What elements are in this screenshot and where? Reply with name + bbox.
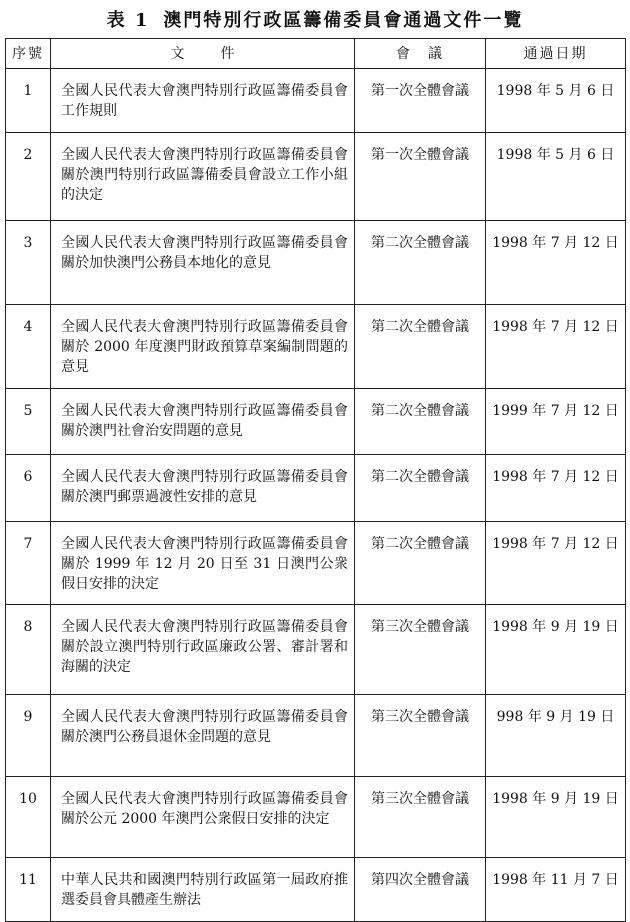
row-document: 全國人民代表大會澳門特別行政區籌備委員會關於澳門社會治安問題的意見 bbox=[51, 389, 355, 455]
row-number: 6 bbox=[6, 455, 51, 522]
table-row bbox=[6, 305, 626, 389]
table-row bbox=[6, 522, 626, 605]
table-row bbox=[6, 777, 626, 858]
row-document: 全國人民代表大會澳門特別行政區籌備委員會關於澳門特別行政區籌備委員會設立工作小組的決定 bbox=[51, 133, 355, 221]
row-date: 1999 年 7 月 12 日 bbox=[486, 389, 626, 455]
row-number: 1 bbox=[6, 69, 51, 133]
header-no: 序號 bbox=[6, 39, 51, 69]
documents-table bbox=[5, 38, 626, 922]
row-date: 1998 年 9 月 19 日 bbox=[486, 777, 626, 858]
table-row bbox=[6, 221, 626, 305]
table-title-text: 澳門特別行政區籌備委員會通過文件一覽 bbox=[163, 10, 524, 31]
row-document: 全國人民代表大會澳門特別行政區籌備委員會關於 2000 年度澳門財政預算草案編制問題的意見 bbox=[51, 305, 355, 389]
header-row bbox=[6, 39, 626, 69]
row-number: 9 bbox=[6, 695, 51, 777]
row-number: 3 bbox=[6, 221, 51, 305]
row-number: 7 bbox=[6, 522, 51, 605]
row-number: 2 bbox=[6, 133, 51, 221]
header-document-part1: 文 bbox=[170, 45, 185, 62]
row-document: 全國人民代表大會澳門特別行政區籌備委員會關於公元 2000 年澳門公衆假日安排的決定 bbox=[51, 777, 355, 858]
row-number: 4 bbox=[6, 305, 51, 389]
row-document: 全國人民代表大會澳門特別行政區籌備委員會關於設立澳門特別行政區廉政公署、審計署和海關的決定 bbox=[51, 605, 355, 695]
header-document bbox=[51, 39, 355, 69]
row-number: 10 bbox=[6, 777, 51, 858]
table-row bbox=[6, 455, 626, 522]
header-meeting: 會 議 bbox=[355, 39, 486, 69]
row-number: 5 bbox=[6, 389, 51, 455]
row-document: 中華人民共和國澳門特別行政區第一屆政府推選委員會具體產生辦法 bbox=[51, 858, 355, 922]
row-date: 1998 年 7 月 12 日 bbox=[486, 221, 626, 305]
row-meeting: 第三次全體會議 bbox=[355, 777, 486, 858]
row-meeting: 第二次全體會議 bbox=[355, 221, 486, 305]
row-meeting: 第二次全體會議 bbox=[355, 305, 486, 389]
table-row bbox=[6, 858, 626, 922]
table-title bbox=[0, 6, 630, 32]
row-date: 1998 年 7 月 12 日 bbox=[486, 305, 626, 389]
row-meeting: 第一次全體會議 bbox=[355, 133, 486, 221]
row-date: 1998 年 5 月 6 日 bbox=[486, 69, 626, 133]
header-date: 通過日期 bbox=[486, 39, 626, 69]
row-meeting: 第三次全體會議 bbox=[355, 605, 486, 695]
table-row bbox=[6, 695, 626, 777]
row-number: 11 bbox=[6, 858, 51, 922]
row-date: 1998 年 7 月 12 日 bbox=[486, 522, 626, 605]
row-document: 全國人民代表大會澳門特別行政區籌備委員會關於澳門公務員退休金問題的意見 bbox=[51, 695, 355, 777]
row-date: 1998 年 11 月 7 日 bbox=[486, 858, 626, 922]
row-meeting: 第一次全體會議 bbox=[355, 69, 486, 133]
table-number: 表 1 bbox=[106, 10, 150, 31]
row-date: 1998 年 5 月 6 日 bbox=[486, 133, 626, 221]
row-document: 全國人民代表大會澳門特別行政區籌備委員會關於加快澳門公務員本地化的意見 bbox=[51, 221, 355, 305]
row-date: 1998 年 9 月 19 日 bbox=[486, 605, 626, 695]
row-document: 全國人民代表大會澳門特別行政區籌備委員會工作規則 bbox=[51, 69, 355, 133]
row-date: 998 年 9 月 19 日 bbox=[486, 695, 626, 777]
header-document-part2: 件 bbox=[220, 45, 235, 62]
table-row bbox=[6, 389, 626, 455]
table-row bbox=[6, 605, 626, 695]
table-row bbox=[6, 133, 626, 221]
row-meeting: 第三次全體會議 bbox=[355, 695, 486, 777]
row-meeting: 第四次全體會議 bbox=[355, 858, 486, 922]
row-number: 8 bbox=[6, 605, 51, 695]
row-document: 全國人民代表大會澳門特別行政區籌備委員會關於澳門郵票過渡性安排的意見 bbox=[51, 455, 355, 522]
row-date: 1998 年 7 月 12 日 bbox=[486, 455, 626, 522]
row-meeting: 第二次全體會議 bbox=[355, 389, 486, 455]
row-meeting: 第二次全體會議 bbox=[355, 522, 486, 605]
table-row bbox=[6, 69, 626, 133]
row-document: 全國人民代表大會澳門特別行政區籌備委員會關於 1999 年 12 月 20 日至 31 日澳門公衆假日安排的決定 bbox=[51, 522, 355, 605]
row-meeting: 第二次全體會議 bbox=[355, 455, 486, 522]
